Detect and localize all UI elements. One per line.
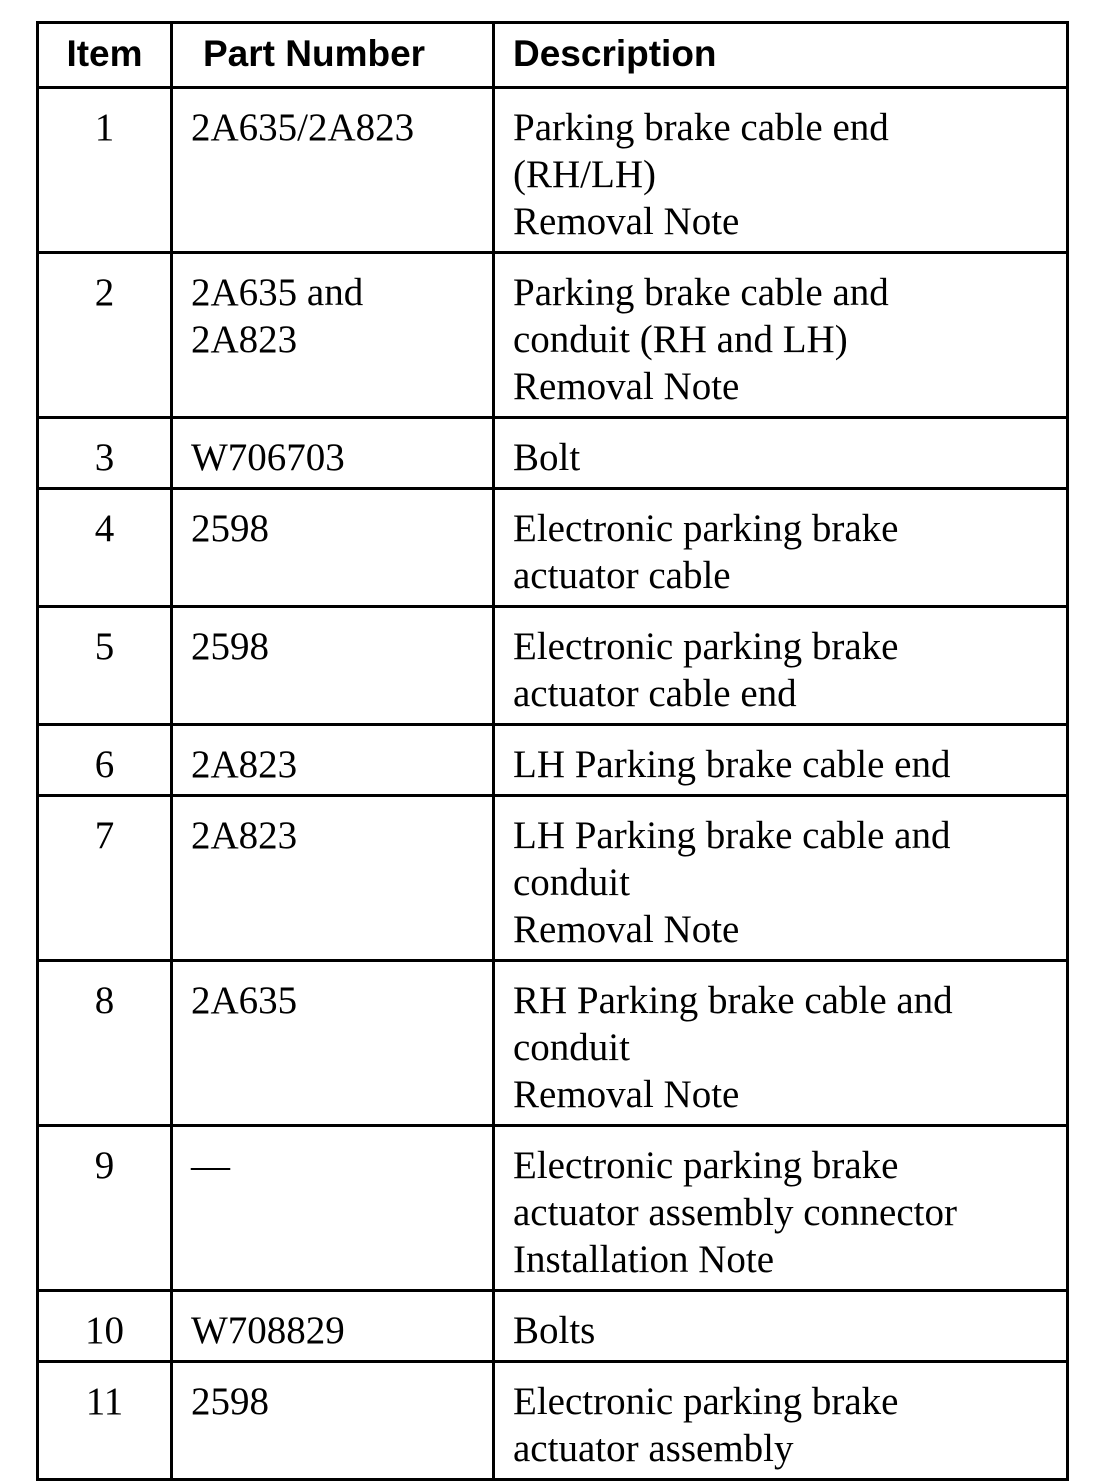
- description-cell: [494, 607, 1068, 725]
- part-number-line: 2A635/2A823: [191, 106, 415, 149]
- table-row: [38, 607, 1068, 725]
- part-number-cell: [172, 796, 494, 961]
- table-body: [38, 88, 1068, 1480]
- description-cell: [494, 1126, 1068, 1291]
- table-row: [38, 961, 1068, 1126]
- item-number-cell: 4: [38, 489, 172, 607]
- part-number-line: 2A823: [191, 814, 298, 857]
- description-line: Parking brake cable end: [513, 106, 889, 149]
- part-number-cell: [172, 1126, 494, 1291]
- item-number-cell: 1: [38, 88, 172, 253]
- table-header: [38, 23, 1068, 88]
- part-number-cell: [172, 607, 494, 725]
- parts-table: [36, 21, 1069, 1481]
- description-line: conduit: [513, 861, 630, 904]
- description-line: actuator assembly: [513, 1427, 794, 1470]
- description-line: Electronic parking brake: [513, 1380, 899, 1423]
- part-number-line: —: [191, 1144, 230, 1187]
- part-number-line: W706703: [191, 436, 345, 479]
- item-number-cell: 5: [38, 607, 172, 725]
- item-number-cell: 9: [38, 1126, 172, 1291]
- part-number-line: 2598: [191, 625, 269, 668]
- description-line: Electronic parking brake: [513, 625, 899, 668]
- description-line: Installation Note: [513, 1238, 775, 1281]
- item-number-cell: 8: [38, 961, 172, 1126]
- part-number-cell: [172, 253, 494, 418]
- part-number-cell: [172, 489, 494, 607]
- table-row: [38, 796, 1068, 961]
- description-cell: [494, 1362, 1068, 1480]
- description-line: LH Parking brake cable and: [513, 814, 951, 857]
- part-number-line: 2A635: [191, 979, 298, 1022]
- part-number-cell: [172, 1362, 494, 1480]
- part-number-line: 2A823: [191, 743, 298, 786]
- part-number-line: 2598: [191, 1380, 269, 1423]
- description-cell: [494, 489, 1068, 607]
- description-line: (RH/LH): [513, 153, 656, 196]
- part-number-cell: [172, 961, 494, 1126]
- table-row: [38, 88, 1068, 253]
- description-line: Removal Note: [513, 365, 740, 408]
- item-number-cell: 11: [38, 1362, 172, 1480]
- item-number-cell: 3: [38, 418, 172, 489]
- item-number-cell: 7: [38, 796, 172, 961]
- item-number-cell: 6: [38, 725, 172, 796]
- table-row: [38, 253, 1068, 418]
- description-line: actuator cable: [513, 554, 731, 597]
- description-cell: [494, 961, 1068, 1126]
- description-line: Removal Note: [513, 200, 740, 243]
- description-line: Removal Note: [513, 1073, 740, 1116]
- description-cell: [494, 796, 1068, 961]
- description-line: Parking brake cable and: [513, 271, 889, 314]
- description-line: Electronic parking brake: [513, 1144, 899, 1187]
- part-number-line: W708829: [191, 1309, 345, 1352]
- part-number-cell: [172, 1291, 494, 1362]
- table-row: [38, 489, 1068, 607]
- table-row: [38, 1291, 1068, 1362]
- part-number-line: 2598: [191, 507, 269, 550]
- description-line: RH Parking brake cable and: [513, 979, 953, 1022]
- part-number-cell: [172, 725, 494, 796]
- table-row: [38, 1362, 1068, 1480]
- description-cell: [494, 88, 1068, 253]
- header-description: Description: [494, 23, 1068, 88]
- header-part-number: Part Number: [172, 23, 494, 88]
- table-row: [38, 1126, 1068, 1291]
- description-line: Bolt: [513, 436, 581, 479]
- item-number-cell: 10: [38, 1291, 172, 1362]
- description-line: actuator cable end: [513, 672, 797, 715]
- description-line: Removal Note: [513, 908, 740, 951]
- part-number-cell: [172, 88, 494, 253]
- description-line: Electronic parking brake: [513, 507, 899, 550]
- description-line: conduit: [513, 1026, 630, 1069]
- table-row: [38, 418, 1068, 489]
- description-cell: [494, 725, 1068, 796]
- header-item: Item: [38, 23, 172, 88]
- item-number-cell: 2: [38, 253, 172, 418]
- description-cell: [494, 418, 1068, 489]
- table-row: [38, 725, 1068, 796]
- header-row: [38, 23, 1068, 88]
- description-line: conduit (RH and LH): [513, 318, 848, 361]
- description-cell: [494, 1291, 1068, 1362]
- description-line: actuator assembly connector: [513, 1191, 957, 1234]
- part-number-line: 2A635 and: [191, 271, 364, 314]
- description-cell: [494, 253, 1068, 418]
- description-line: Bolts: [513, 1309, 596, 1352]
- part-number-cell: [172, 418, 494, 489]
- description-line: LH Parking brake cable end: [513, 743, 951, 786]
- part-number-line: 2A823: [191, 318, 298, 361]
